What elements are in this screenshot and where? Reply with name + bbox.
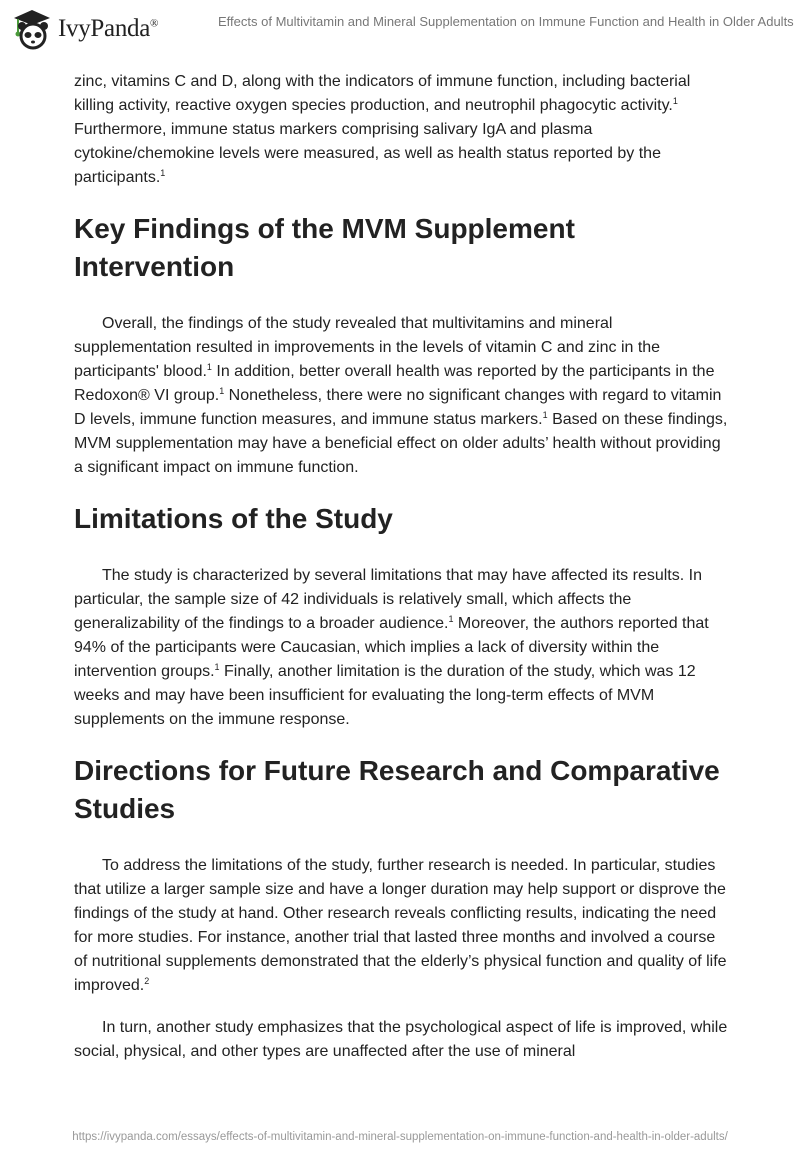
citation-superscript: 1 (672, 96, 678, 106)
footer-url[interactable]: https://ivypanda.com/essays/effects-of-multivitamin-and-mineral-supplementation-on-immune-function-and-health-in-older-adults/ (72, 1131, 728, 1143)
paragraph-text: zinc, vitamins C and D, along with the indicators of immune function, including bacterial killing activity, reactive oxygen species production, and neutrophil phagocytic activity. (74, 73, 691, 114)
registered-mark: ® (150, 17, 159, 30)
document-title: Effects of Multivitamin and Mineral Supplementation on Immune Function and Health in Older Adults (218, 14, 794, 29)
paragraph-text: In turn, another study emphasizes that the psychological aspect of life is improved, while social, physical, and other types are unaffected after the use of mineral (74, 1019, 728, 1060)
paragraph-text: In addition, better overall health was reported by the participants in the Redoxon® VI group. (74, 363, 715, 404)
citation-superscript: 1 (160, 168, 166, 178)
section-heading: Limitations of the Study (74, 503, 393, 534)
section-heading: Key Findings of the MVM Supplement Intervention (74, 213, 575, 282)
section-heading: Directions for Future Research and Comparative Studies (74, 755, 720, 824)
paragraph (74, 1016, 728, 1064)
citation-superscript: 2 (144, 976, 150, 986)
citation-superscript: 1 (448, 614, 454, 624)
citation-superscript: 1 (206, 362, 212, 372)
paragraph-text: Furthermore, immune status markers comprising salivary IgA and plasma cytokine/chemokine levels were measured, as well as health status reported by the participants. (74, 121, 661, 186)
citation-superscript: 1 (214, 662, 220, 672)
paragraph (74, 312, 728, 480)
paragraph-text: Finally, another limitation is the duration of the study, which was 12 weeks and may have been insufficient for evaluating the long-term effects of MVM supplements on the immune response. (74, 663, 696, 728)
ivypanda-logo[interactable] (12, 8, 158, 50)
essay-body (74, 70, 728, 1082)
paragraph-text: Moreover, the authors reported that 94% of the participants were Caucasian, which implies a lack of diversity within the intervention groups. (74, 615, 709, 680)
paragraph-text: The study is characterized by several limitations that may have affected its results. In particular, the sample size of 42 individuals is relatively small, which affects the generalizability of the findings to a broader audience. (74, 567, 702, 632)
page-header (0, 0, 800, 50)
paragraph-text: To address the limitations of the study, further research is needed. In particular, studies that utilize a larger sample size and have a longer duration may help support or disprove the findings of the study at hand. Other research reveals conflicting results, indicating the need for more studies. For instance, another trial that lasted three months and involved a course of nutritional supplements demonstrated that the elderly’s physical function and quality of life improved. (74, 857, 727, 994)
paragraph (74, 70, 728, 190)
paragraph-text: Nonetheless, there were no significant changes with regard to vitamin D levels, immune function measures, and immune status markers. (74, 387, 722, 428)
paragraph-text: Overall, the findings of the study revealed that multivitamins and mineral supplementation resulted in improvements in the levels of vitamin C and zinc in the participants' blood. (74, 315, 661, 380)
panda-graduate-icon (12, 8, 52, 50)
citation-superscript: 1 (542, 410, 548, 420)
paragraph (74, 854, 728, 998)
logo-text (58, 15, 158, 43)
citation-superscript: 1 (219, 386, 225, 396)
paragraph-text: Based on these findings, MVM supplementation may have a beneficial effect on older adults’ health without providing a significant impact on immune function. (74, 411, 728, 476)
paragraph (74, 564, 728, 732)
logo-name: IvyPanda (58, 15, 151, 42)
